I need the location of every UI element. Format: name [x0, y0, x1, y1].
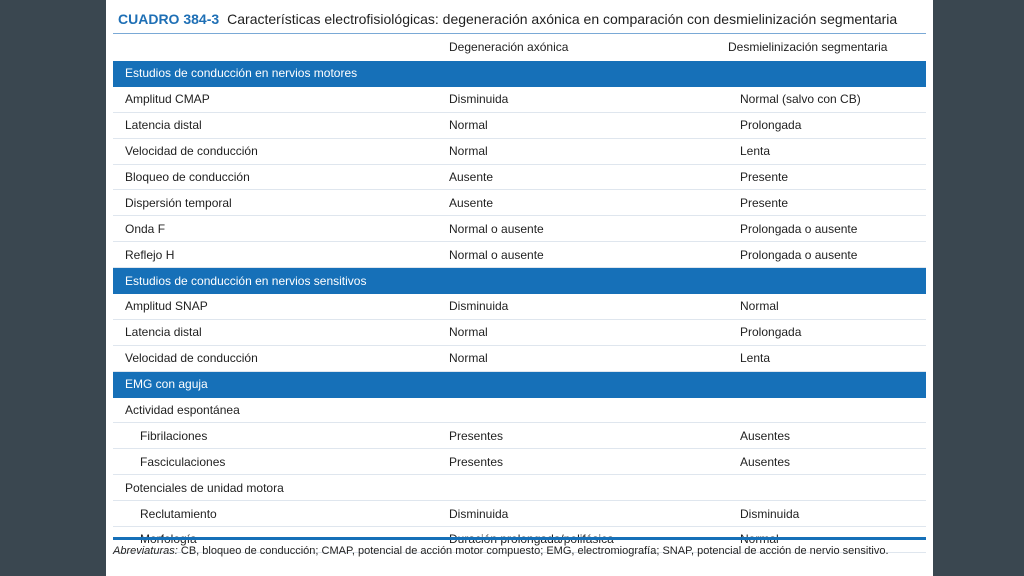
cell-demyelination: Lenta — [728, 138, 926, 164]
cell-demyelination: Ausentes — [728, 449, 926, 475]
table-row — [113, 294, 926, 320]
row-label: Velocidad de conducción — [113, 138, 441, 164]
cell-axonal — [441, 475, 728, 501]
footnote-label: Abreviaturas: — [113, 545, 178, 557]
table-row — [113, 345, 926, 371]
table-row — [113, 242, 926, 268]
cell-axonal: Presentes — [441, 449, 728, 475]
row-label: Latencia distal — [113, 112, 441, 138]
cell-axonal — [441, 397, 728, 423]
table-row — [113, 449, 926, 475]
cell-axonal: Disminuida — [441, 86, 728, 112]
cell-demyelination: Normal (salvo con CB) — [728, 86, 926, 112]
cell-axonal: Disminuida — [441, 294, 728, 320]
row-label: Bloqueo de conducción — [113, 164, 441, 190]
cell-demyelination: Prolongada o ausente — [728, 216, 926, 242]
cell-axonal: Normal — [441, 138, 728, 164]
cell-axonal: Normal — [441, 319, 728, 345]
section-row — [113, 61, 926, 86]
section-title: Estudios de conducción en nervios motores — [113, 61, 441, 86]
footnote — [113, 545, 926, 557]
row-label: Latencia distal — [113, 319, 441, 345]
cell-axonal: Normal o ausente — [441, 242, 728, 268]
comparison-table — [113, 61, 926, 553]
table-code: CUADRO 384-3 — [118, 11, 220, 27]
cell-demyelination: Prolongada — [728, 319, 926, 345]
cell-demyelination — [728, 268, 926, 294]
table-row — [113, 501, 926, 527]
section-title: EMG con aguja — [113, 371, 441, 397]
row-label: Onda F — [113, 216, 441, 242]
cell-demyelination: Prolongada — [728, 112, 926, 138]
cell-demyelination — [728, 475, 926, 501]
row-label: Dispersión temporal — [113, 190, 441, 216]
cell-axonal — [441, 61, 728, 86]
table-sheet — [106, 0, 933, 576]
cell-axonal: Normal — [441, 345, 728, 371]
table-row — [113, 423, 926, 449]
column-headers — [113, 35, 926, 60]
row-label: Amplitud CMAP — [113, 86, 441, 112]
table-row — [113, 112, 926, 138]
cell-demyelination: Disminuida — [728, 501, 926, 527]
column-header-axonal: Degeneración axónica — [449, 40, 569, 54]
top-rule — [113, 33, 926, 34]
table-row — [113, 164, 926, 190]
cell-axonal — [441, 268, 728, 294]
cell-demyelination: Presente — [728, 190, 926, 216]
row-label: Actividad espontánea — [113, 397, 441, 423]
cell-axonal: Normal o ausente — [441, 216, 728, 242]
table-row — [113, 475, 926, 501]
table-row — [113, 138, 926, 164]
table-row — [113, 319, 926, 345]
cell-axonal: Presentes — [441, 423, 728, 449]
cell-demyelination: Ausentes — [728, 423, 926, 449]
footnote-text: CB, bloqueo de conducción; CMAP, potencial de acción motor compuesto; EMG, electromiografía; SNAP, potencial de acción de nervio sensitivo. — [177, 545, 889, 557]
table-row — [113, 397, 926, 423]
table-row — [113, 216, 926, 242]
row-label: Potenciales de unidad motora — [113, 475, 441, 501]
cell-demyelination — [728, 61, 926, 86]
cell-demyelination: Presente — [728, 164, 926, 190]
table-row — [113, 190, 926, 216]
cell-demyelination — [728, 397, 926, 423]
table-title-text: Características electrofisiológicas: degeneración axónica en comparación con desmielinización segmentaria — [227, 11, 898, 27]
cell-axonal — [441, 371, 728, 397]
cell-demyelination — [728, 371, 926, 397]
row-label: Velocidad de conducción — [113, 345, 441, 371]
row-label: Fasciculaciones — [113, 449, 441, 475]
cell-axonal: Normal — [441, 112, 728, 138]
bottom-rule — [113, 537, 926, 540]
cell-demyelination: Lenta — [728, 345, 926, 371]
row-label: Amplitud SNAP — [113, 294, 441, 320]
table-title — [118, 8, 926, 32]
cell-demyelination: Prolongada o ausente — [728, 242, 926, 268]
cell-axonal: Ausente — [441, 164, 728, 190]
cell-axonal: Disminuida — [441, 501, 728, 527]
row-label: Reclutamiento — [113, 501, 441, 527]
row-label: Reflejo H — [113, 242, 441, 268]
table-row — [113, 86, 926, 112]
cell-demyelination: Normal — [728, 294, 926, 320]
section-row — [113, 268, 926, 294]
row-label: Fibrilaciones — [113, 423, 441, 449]
cell-axonal: Ausente — [441, 190, 728, 216]
column-header-demyelination: Desmielinización segmentaria — [728, 40, 888, 54]
section-row — [113, 371, 926, 397]
section-title: Estudios de conducción en nervios sensitivos — [113, 268, 441, 294]
